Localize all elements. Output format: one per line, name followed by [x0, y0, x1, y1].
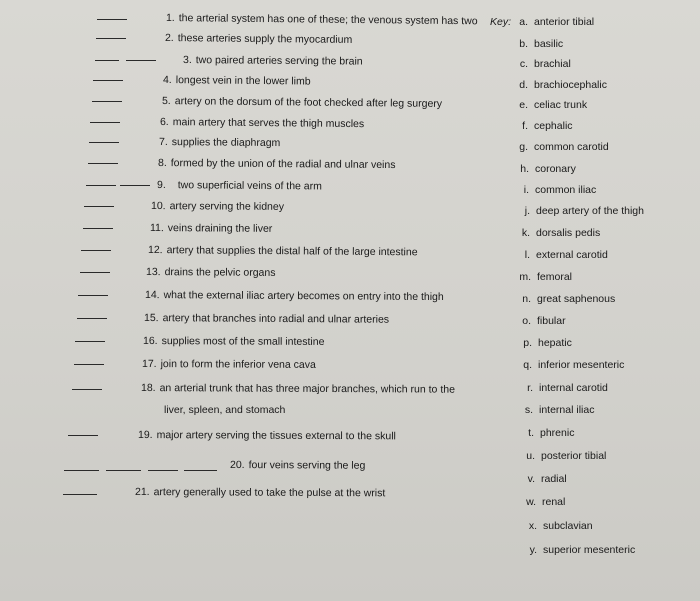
key-item-s [513, 404, 594, 416]
answer-blank-21[interactable] [63, 494, 97, 495]
key-term: common iliac [535, 184, 597, 196]
key-item-k [510, 227, 600, 239]
question-number: 6. [159, 116, 169, 129]
question-number: 1. [165, 12, 175, 25]
question-10 [151, 200, 284, 213]
answer-blank-20d[interactable] [184, 470, 217, 471]
question-text: artery generally used to take the pulse at the wrist [153, 486, 386, 500]
answer-blank-12[interactable] [81, 250, 111, 251]
answer-blank-9b[interactable] [120, 185, 150, 186]
question-2 [165, 32, 352, 46]
key-item-f [508, 120, 573, 132]
question-text: supplies most of the small intestine [161, 335, 325, 348]
key-term: renal [542, 496, 566, 508]
question-text: supplies the diaphragm [171, 136, 281, 150]
question-text: main artery that serves the thigh muscles [172, 116, 365, 131]
question-text: artery that branches into radial and ulnar arteries [162, 312, 390, 326]
key-item-d [508, 79, 607, 91]
answer-blank-19[interactable] [68, 435, 98, 436]
key-item-i [509, 184, 596, 196]
question-number: 10. [150, 200, 166, 213]
question-17 [142, 358, 316, 371]
key-term: deep artery of the thigh [536, 205, 644, 217]
question-5 [162, 95, 442, 110]
key-term: femoral [537, 271, 573, 283]
question-number: 7. [158, 136, 168, 149]
key-letter: e. [519, 99, 528, 111]
question-21 [135, 486, 385, 499]
key-term: internal iliac [539, 404, 595, 416]
key-term: anterior tibial [534, 16, 595, 28]
question-18 [141, 382, 455, 396]
question-text: two paired arteries serving the brain [195, 54, 363, 68]
key-item-r [513, 382, 608, 394]
key-item-y [517, 544, 635, 556]
key-item-p [512, 337, 572, 349]
key-term: basilic [534, 38, 564, 50]
answer-blank-8[interactable] [88, 163, 118, 164]
question-number: 3. [182, 54, 192, 67]
answer-blank-3a[interactable] [95, 60, 119, 61]
question-text: veins draining the liver [167, 222, 273, 235]
question-number: 15. [143, 312, 159, 325]
key-term: brachiocephalic [534, 79, 607, 91]
question-7 [159, 136, 280, 149]
key-letter: r. [527, 382, 533, 394]
key-term: hepatic [538, 337, 572, 349]
key-term: internal carotid [539, 382, 608, 394]
key-term: common carotid [534, 141, 609, 153]
key-letter: l. [524, 249, 530, 261]
answer-blank-16[interactable] [75, 341, 105, 342]
key-item-t [514, 427, 574, 439]
key-term: coronary [535, 163, 576, 175]
question-number: 8. [157, 157, 167, 170]
question-20 [230, 459, 365, 472]
question-text: what the external iliac artery becomes on entry into the thigh [163, 289, 444, 304]
question-11 [150, 222, 272, 235]
question-text: longest vein in the lower limb [175, 74, 311, 88]
question-text: artery that supplies the distal half of the large intestine [166, 244, 418, 259]
answer-blank-13[interactable] [80, 272, 110, 273]
question-number: 21. [134, 486, 150, 499]
key-term: great saphenous [537, 293, 616, 305]
answer-blank-4[interactable] [93, 80, 123, 81]
key-item-b [508, 38, 563, 50]
key-item-o [511, 315, 566, 327]
answer-blank-20c[interactable] [148, 470, 178, 471]
answer-blank-20b[interactable] [106, 470, 141, 471]
key-term: fibular [537, 315, 566, 327]
key-term: phrenic [540, 427, 575, 439]
question-9 [157, 179, 322, 192]
key-letter: p. [523, 337, 532, 349]
key-term: inferior mesenteric [538, 359, 625, 371]
key-term: cephalic [534, 120, 573, 132]
question-text: join to form the inferior vena cava [160, 358, 316, 371]
answer-blank-9a[interactable] [86, 185, 116, 186]
key-letter: k. [521, 227, 530, 239]
question-13 [146, 266, 276, 279]
key-letter: w. [526, 496, 536, 508]
question-19 [138, 429, 396, 442]
key-term: radial [541, 473, 567, 485]
question-number: 2. [164, 32, 174, 45]
question-number: 16. [142, 335, 158, 348]
key-item-h [509, 163, 576, 175]
key-term: subclavian [543, 520, 593, 532]
question-text: major artery serving the tissues external to the skull [156, 429, 396, 443]
question-number: 12. [147, 244, 163, 257]
key-letter: m. [519, 271, 531, 283]
question-text: artery serving the kidney [169, 200, 285, 213]
key-letter: o. [522, 315, 531, 327]
question-text: four veins serving the leg [248, 459, 366, 472]
question-number: 5. [161, 95, 171, 108]
question-number: 20. [229, 459, 245, 472]
key-item-v [515, 473, 567, 485]
key-letter: j. [524, 205, 530, 217]
key-item-c [508, 58, 571, 70]
answer-blank-7[interactable] [89, 142, 119, 143]
key-item-j [510, 205, 644, 217]
key-letter: h. [520, 163, 529, 175]
key-letter: i. [523, 184, 529, 196]
key-item-e [508, 99, 587, 111]
key-item-n [511, 293, 615, 305]
question-3 [183, 54, 363, 68]
answer-blank-18[interactable] [72, 389, 102, 390]
key-item-g [508, 141, 609, 153]
key-item-m [511, 271, 572, 283]
key-letter: b. [519, 38, 528, 50]
key-letter: g. [519, 141, 528, 153]
key-letter: c. [519, 58, 528, 70]
answer-blank-5[interactable] [92, 101, 122, 102]
question-number: 14. [144, 289, 160, 302]
question-text: two superficial veins of the arm [177, 179, 322, 193]
question-8 [158, 157, 396, 171]
question-number: 4. [162, 74, 172, 87]
key-letter: u. [526, 450, 535, 462]
answer-blank-15[interactable] [77, 318, 107, 319]
answer-blank-17[interactable] [74, 364, 104, 365]
key-term: posterior tibial [541, 450, 607, 462]
key-letter: t. [528, 427, 534, 439]
answer-blank-1[interactable] [97, 19, 127, 20]
key-letter: f. [522, 120, 528, 132]
key-term: external carotid [536, 249, 608, 261]
answer-blank-14[interactable] [78, 295, 108, 296]
key-item-l [510, 249, 608, 261]
key-term: celiac trunk [534, 99, 588, 111]
key-term: dorsalis pedis [536, 227, 601, 239]
key-letter: x. [528, 520, 537, 532]
question-15 [144, 312, 389, 326]
question-4 [163, 74, 311, 88]
question-number: 11. [149, 222, 164, 235]
key-letter: v. [527, 473, 535, 485]
answer-blank-20a[interactable] [64, 470, 99, 471]
question-number: 18. [140, 382, 156, 395]
key-item-w [516, 496, 565, 508]
question-text: the arterial system has one of these; the venous system has two [178, 12, 478, 28]
question-14 [145, 289, 444, 303]
answer-blank-10[interactable] [84, 206, 114, 207]
question-text: an arterial trunk that has three major branches, which run to the [159, 382, 455, 396]
answer-blank-2[interactable] [96, 38, 126, 39]
key-letter: y. [529, 544, 537, 556]
question-number: 17. [141, 358, 157, 371]
question-12 [148, 244, 418, 258]
question-number: 13. [145, 266, 161, 279]
answer-blank-6[interactable] [90, 122, 120, 123]
key-label: Key: [490, 16, 512, 28]
question-text: liver, spleen, and stomach [164, 404, 286, 416]
answer-blank-11[interactable] [83, 228, 113, 229]
question-6 [160, 116, 364, 130]
key-item-x [517, 520, 593, 532]
question-text: formed by the union of the radial and ulnar veins [170, 157, 396, 172]
key-item-q [512, 359, 624, 371]
key-letter: s. [524, 404, 533, 416]
key-item-a [508, 16, 594, 28]
question-text: drains the pelvic organs [164, 266, 276, 279]
answer-blank-3b[interactable] [126, 60, 156, 61]
question-number: 19. [137, 429, 153, 442]
question-text: these arteries supply the myocardium [177, 32, 353, 46]
key-letter: a. [519, 16, 528, 28]
question-number: 9. [156, 179, 166, 192]
key-letter: d. [519, 79, 528, 91]
key-item-u [515, 450, 606, 462]
question-1 [166, 12, 478, 27]
question-16 [143, 335, 324, 348]
key-term: brachial [534, 58, 571, 70]
question-18-continued [164, 404, 285, 416]
key-letter: n. [522, 293, 531, 305]
question-text: artery on the dorsum of the foot checked after leg surgery [174, 95, 443, 110]
key-term: superior mesenteric [543, 544, 636, 556]
key-letter: q. [523, 359, 532, 371]
